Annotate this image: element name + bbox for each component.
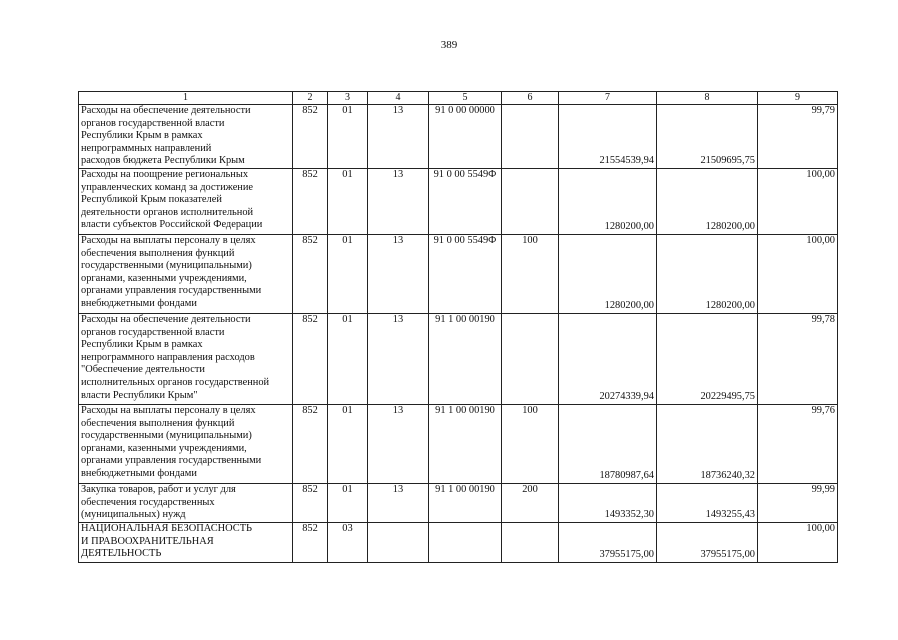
column-header: 3	[328, 92, 368, 105]
column-header: 8	[657, 92, 758, 105]
section-code: 03	[328, 523, 368, 563]
gr-code: 852	[293, 405, 328, 484]
execution-percent: 99,78	[758, 314, 838, 405]
column-header: 9	[758, 92, 838, 105]
actual-amount: 1493255,43	[657, 484, 758, 523]
plan-amount: 1280200,00	[559, 235, 657, 314]
table-row	[79, 235, 838, 314]
gr-code: 852	[293, 523, 328, 563]
header-row	[79, 92, 838, 105]
gr-code: 852	[293, 235, 328, 314]
column-header: 5	[429, 92, 502, 105]
column-header: 6	[502, 92, 559, 105]
table-row	[79, 105, 838, 169]
plan-amount: 1493352,30	[559, 484, 657, 523]
section-code: 01	[328, 105, 368, 169]
execution-percent: 99,99	[758, 484, 838, 523]
plan-amount: 18780987,64	[559, 405, 657, 484]
target-article-code: 91 0 00 00000	[429, 105, 502, 169]
execution-percent: 100,00	[758, 235, 838, 314]
expense-type-code	[502, 314, 559, 405]
budget-table	[78, 91, 838, 563]
target-article-code: 91 0 00 5549Ф	[429, 235, 502, 314]
section-code: 01	[328, 405, 368, 484]
expense-name: Закупка товаров, работ и услуг для обеспечения государственных (муниципальных) нужд	[79, 484, 293, 523]
gr-code: 852	[293, 484, 328, 523]
target-article-code: 91 0 00 5549Ф	[429, 169, 502, 235]
plan-amount: 37955175,00	[559, 523, 657, 563]
actual-amount: 37955175,00	[657, 523, 758, 563]
execution-percent: 100,00	[758, 169, 838, 235]
table-row	[79, 484, 838, 523]
expense-type-code	[502, 523, 559, 563]
section-code: 01	[328, 314, 368, 405]
subsection-code: 13	[368, 405, 429, 484]
expense-type-code: 100	[502, 235, 559, 314]
page-number: 389	[440, 39, 458, 51]
column-header: 4	[368, 92, 429, 105]
expense-name: Расходы на обеспечение деятельности органов государственной власти Республики Крым в рамках непрограммных направлений расходов бюджета Республики Крым	[79, 105, 293, 169]
subsection-code: 13	[368, 484, 429, 523]
subsection-code: 13	[368, 314, 429, 405]
column-header: 7	[559, 92, 657, 105]
plan-amount: 21554539,94	[559, 105, 657, 169]
expense-name: НАЦИОНАЛЬНАЯ БЕЗОПАСНОСТЬ И ПРАВООХРАНИТЕЛЬНАЯ ДЕЯТЕЛЬНОСТЬ	[79, 523, 293, 563]
gr-code: 852	[293, 169, 328, 235]
table-row	[79, 523, 838, 563]
column-header: 1	[79, 92, 293, 105]
section-code: 01	[328, 169, 368, 235]
target-article-code	[429, 523, 502, 563]
subsection-code: 13	[368, 169, 429, 235]
target-article-code: 91 1 00 00190	[429, 405, 502, 484]
expense-name: Расходы на поощрение региональных управленческих команд за достижение Республикой Крым показателей деятельности органов исполнительной власти субъектов Российской Федерации	[79, 169, 293, 235]
column-header: 2	[293, 92, 328, 105]
execution-percent: 99,79	[758, 105, 838, 169]
actual-amount: 20229495,75	[657, 314, 758, 405]
plan-amount: 20274339,94	[559, 314, 657, 405]
gr-code: 852	[293, 105, 328, 169]
target-article-code: 91 1 00 00190	[429, 314, 502, 405]
table-row	[79, 314, 838, 405]
section-code: 01	[328, 235, 368, 314]
table-row	[79, 405, 838, 484]
table-row	[79, 169, 838, 235]
execution-percent: 100,00	[758, 523, 838, 563]
actual-amount: 1280200,00	[657, 169, 758, 235]
subsection-code	[368, 523, 429, 563]
expense-name: Расходы на выплаты персоналу в целях обеспечения выполнения функций государственными (муниципальными) органами, казенными учреждениями, органами управления государственными внебюджетными фондами	[79, 405, 293, 484]
actual-amount: 18736240,32	[657, 405, 758, 484]
actual-amount: 21509695,75	[657, 105, 758, 169]
actual-amount: 1280200,00	[657, 235, 758, 314]
subsection-code: 13	[368, 235, 429, 314]
section-code: 01	[328, 484, 368, 523]
gr-code: 852	[293, 314, 328, 405]
plan-amount: 1280200,00	[559, 169, 657, 235]
expense-type-code: 200	[502, 484, 559, 523]
expense-type-code: 100	[502, 405, 559, 484]
expense-type-code	[502, 105, 559, 169]
subsection-code: 13	[368, 105, 429, 169]
expense-name: Расходы на обеспечение деятельности органов государственной власти Республики Крым в рамках непрограммного направления расходов "Обеспечение деятельности исполнительных органов государственной власти Республики Крым"	[79, 314, 293, 405]
expense-name: Расходы на выплаты персоналу в целях обеспечения выполнения функций государственными (муниципальными) органами, казенными учреждениями, органами управления государственными внебюджетными фондами	[79, 235, 293, 314]
expense-type-code	[502, 169, 559, 235]
execution-percent: 99,76	[758, 405, 838, 484]
target-article-code: 91 1 00 00190	[429, 484, 502, 523]
